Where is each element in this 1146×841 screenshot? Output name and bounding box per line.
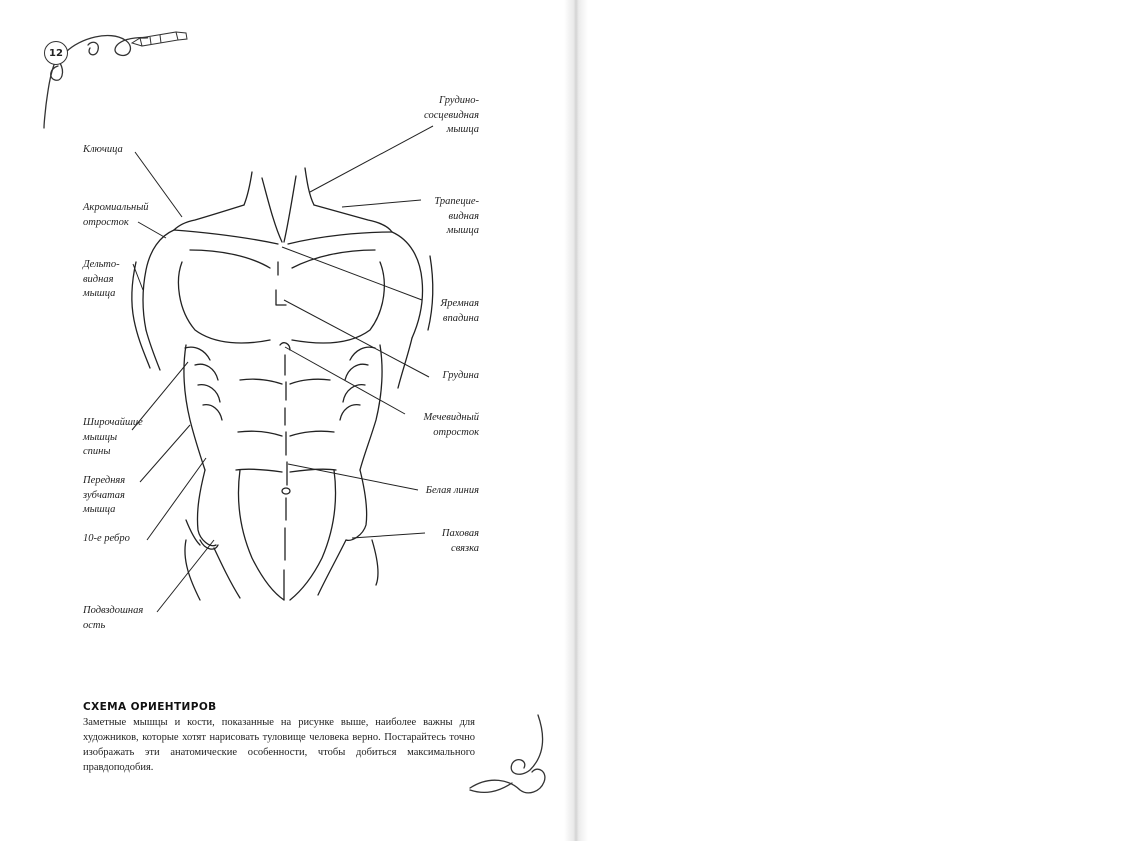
pencil-icon: [132, 32, 187, 46]
caption-title: СХЕМА ОРИЕНТИРОВ: [83, 701, 217, 713]
label-trapetsie: Трапецие- видная мышца: [434, 196, 479, 236]
label-rebro: 10-е ребро: [83, 533, 130, 544]
caption-body: Заметные мышцы и кости, показанные на рисунке выше, наиболее важны для художников, которые хотят нарисовать туловище человека верно. Постарайтесь точно изображать эти анатомические особенности, чтобы добиться максимального правдоподобия.: [83, 717, 475, 773]
label-klyuchitsa: Ключица: [83, 144, 123, 155]
label-mechevidny: Мечевидный отросток: [423, 412, 479, 438]
label-deltovidnaya: Дельто- видная мышца: [83, 259, 120, 299]
label-grudina: Грудина: [442, 370, 479, 381]
label-grudino: Грудино- сосцевидная мышца: [424, 95, 479, 135]
label-podvzdoshnaya: Подвздошная ость: [83, 605, 144, 631]
label-shirochaishie: Широчайшие мышцы спины: [83, 417, 143, 457]
label-perednyaya: Передняя зубчатая мышца: [83, 475, 126, 515]
page-number: 12: [44, 41, 68, 65]
label-yaremnaya: Яремная впадина: [440, 298, 479, 324]
label-pakhovaya: Паховая связка: [441, 528, 479, 554]
bottom-swirl-ornament: [470, 715, 545, 793]
label-belaya: Белая линия: [425, 485, 479, 496]
label-akromialny: Акромиальный отросток: [83, 202, 149, 228]
leader-lines: [132, 126, 433, 612]
